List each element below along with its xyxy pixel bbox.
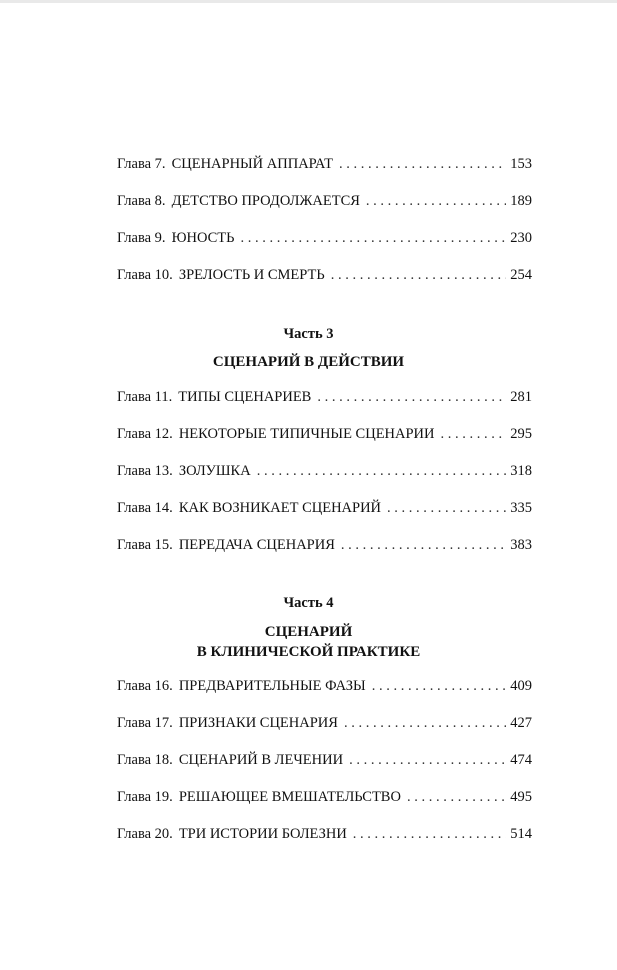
chapter-title: ПРЕДВАРИТЕЛЬНЫЕ ФАЗЫ xyxy=(178,678,366,694)
dot-leader xyxy=(257,463,507,480)
toc-entry[interactable] xyxy=(117,230,532,267)
page-number: 335 xyxy=(510,500,532,516)
part4-heading: Часть 4 xyxy=(283,595,334,611)
chapter-number: Глава 8. xyxy=(117,193,166,209)
page-number: 409 xyxy=(510,678,532,694)
toc-part3-list xyxy=(117,389,532,574)
dot-leader xyxy=(341,537,506,554)
toc-entry[interactable] xyxy=(117,715,532,752)
page-number: 427 xyxy=(510,715,532,731)
part3-heading: Часть 3 xyxy=(283,326,334,342)
chapter-title: СЦЕНАРИЙ В ЛЕЧЕНИИ xyxy=(178,752,344,768)
dot-leader xyxy=(331,267,507,284)
toc-part2-list xyxy=(117,156,532,304)
dot-leader xyxy=(366,193,506,210)
page-number: 281 xyxy=(510,389,532,405)
dot-leader xyxy=(387,500,506,517)
toc-entry[interactable] xyxy=(117,500,532,537)
chapter-number: Глава 11. xyxy=(117,389,173,405)
page-number: 383 xyxy=(510,537,532,553)
chapter-title: НЕКОТОРЫЕ ТИПИЧНЫЕ СЦЕНАРИИ xyxy=(178,426,435,442)
page-number: 230 xyxy=(510,230,532,246)
chapter-number: Глава 12. xyxy=(117,426,173,442)
chapter-title: РЕШАЮЩЕЕ ВМЕШАТЕЛЬСТВО xyxy=(178,789,401,805)
dot-leader xyxy=(407,789,506,806)
chapter-title: СЦЕНАРНЫЙ АППАРАТ xyxy=(171,156,333,172)
chapter-title: ЮНОСТЬ xyxy=(171,230,235,246)
page-number: 514 xyxy=(510,826,532,842)
chapter-number: Глава 17. xyxy=(117,715,173,731)
chapter-number: Глава 9. xyxy=(117,230,166,246)
page-number: 254 xyxy=(510,267,532,283)
chapter-title: ТИПЫ СЦЕНАРИЕВ xyxy=(178,389,312,405)
part3-title: СЦЕНАРИЙ В ДЕЙСТВИИ xyxy=(212,354,405,370)
toc-entry[interactable] xyxy=(117,156,532,193)
chapter-title: ПЕРЕДАЧА СЦЕНАРИЯ xyxy=(178,537,335,553)
toc-part4-list xyxy=(117,678,532,863)
chapter-title: ЗРЕЛОСТЬ И СМЕРТЬ xyxy=(178,267,325,283)
page-number: 295 xyxy=(510,426,532,442)
toc-entry[interactable] xyxy=(117,389,532,426)
toc-entry[interactable] xyxy=(117,789,532,826)
chapter-number: Глава 14. xyxy=(117,500,173,516)
toc-entry[interactable] xyxy=(117,267,532,304)
chapter-number: Глава 15. xyxy=(117,537,173,553)
chapter-number: Глава 16. xyxy=(117,678,173,694)
toc-entry[interactable] xyxy=(117,826,532,863)
toc-entry[interactable] xyxy=(117,193,532,230)
dot-leader xyxy=(339,156,506,173)
dot-leader xyxy=(372,678,507,695)
chapter-title: ТРИ ИСТОРИИ БОЛЕЗНИ xyxy=(178,826,347,842)
page-number: 318 xyxy=(510,463,532,479)
toc-entry[interactable] xyxy=(117,752,532,789)
toc-entry[interactable] xyxy=(117,678,532,715)
chapter-number: Глава 7. xyxy=(117,156,166,172)
page-number: 474 xyxy=(510,752,532,768)
chapter-number: Глава 20. xyxy=(117,826,173,842)
page-number: 189 xyxy=(510,193,532,209)
toc-entry[interactable] xyxy=(117,463,532,500)
chapter-number: Глава 18. xyxy=(117,752,173,768)
top-edge-shadow xyxy=(0,0,617,3)
dot-leader xyxy=(441,426,507,443)
chapter-number: Глава 10. xyxy=(117,267,173,283)
dot-leader xyxy=(317,389,506,406)
chapter-title: ДЕТСТВО ПРОДОЛЖАЕТСЯ xyxy=(171,193,360,209)
chapter-title: ЗОЛУШКА xyxy=(178,463,251,479)
dot-leader xyxy=(240,230,506,247)
chapter-title: ПРИЗНАКИ СЦЕНАРИЯ xyxy=(178,715,338,731)
part4-title-line2: В КЛИНИЧЕСКОЙ ПРАКТИКЕ xyxy=(196,644,421,660)
dot-leader xyxy=(353,826,506,843)
chapter-number: Глава 19. xyxy=(117,789,173,805)
dot-leader xyxy=(349,752,506,769)
toc-entry[interactable] xyxy=(117,426,532,463)
part4-title-line1: СЦЕНАРИЙ xyxy=(264,624,353,640)
toc-entry[interactable] xyxy=(117,537,532,574)
chapter-title: КАК ВОЗНИКАЕТ СЦЕНАРИЙ xyxy=(178,500,382,516)
page-number: 153 xyxy=(510,156,532,172)
chapter-number: Глава 13. xyxy=(117,463,173,479)
dot-leader xyxy=(344,715,506,732)
page-number: 495 xyxy=(510,789,532,805)
